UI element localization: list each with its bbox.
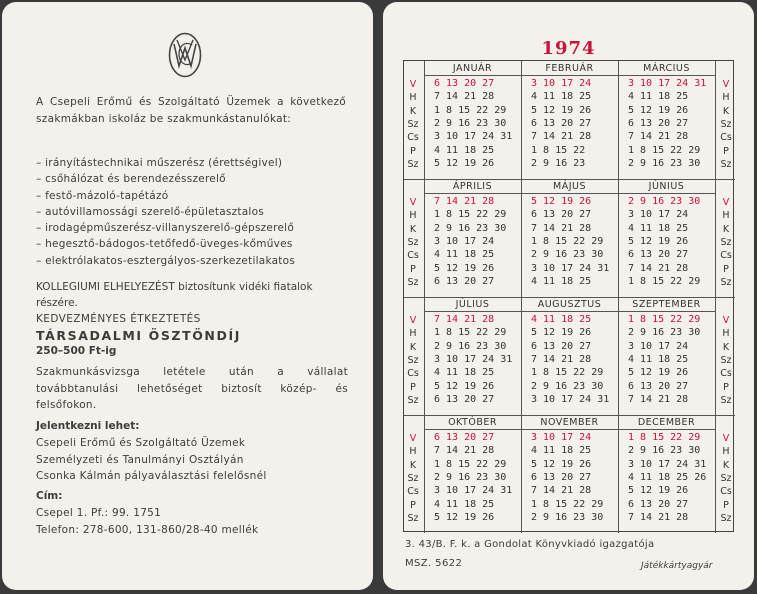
day-row: 3 10 17 24 <box>628 340 689 352</box>
day-row: 3 10 17 24 <box>531 78 592 89</box>
weekday-label: H <box>409 92 417 104</box>
day-row: 6 13 20 27 <box>531 471 592 483</box>
day-row: 5 12 19 26 <box>531 327 592 339</box>
trade-item: – autóvillamossági szerelő-épületasztalos <box>36 205 264 218</box>
day-row: 4 11 18 25 <box>434 367 495 379</box>
weekday-label: Sz <box>407 472 419 484</box>
grid-line <box>404 415 735 416</box>
day-row: 4 11 18 25 <box>531 314 592 325</box>
day-row: 1 8 15 22 29 <box>434 458 507 470</box>
trade-item: – irodagépműszerész-villanyszerelő-gépszerelő <box>36 222 295 235</box>
month-name: JANUÁR <box>452 63 493 74</box>
day-row: 5 12 19 26 <box>628 485 689 497</box>
tovabbtanulas-text: Szakmunkásvizsga letétele után a vállalat továbbtanulási lehetőséget biztosít közép- és felsőfokon. <box>36 366 348 411</box>
weekday-label: H <box>722 210 730 222</box>
month-name: MÁJUS <box>553 181 586 192</box>
day-row: 2 9 16 23 30 <box>434 471 507 483</box>
weekday-label: V <box>409 315 417 326</box>
weekday-label: P <box>723 499 729 511</box>
day-row: 1 8 15 22 29 <box>434 104 507 116</box>
standard-number: MSZ. 5622 <box>405 558 463 569</box>
day-row: 6 13 20 27 <box>628 117 689 129</box>
weekday-label: P <box>410 263 416 275</box>
weekday-label: K <box>722 341 730 353</box>
weekday-label: Sz <box>407 158 419 170</box>
day-row: 4 11 18 25 <box>628 91 689 103</box>
weekday-label: Sz <box>720 472 732 484</box>
weekday-label: Sz <box>407 394 419 406</box>
grid-line <box>424 311 715 312</box>
day-row: 4 11 18 25 <box>434 249 495 261</box>
day-row: 7 14 21 28 <box>531 353 592 365</box>
weekday-label: K <box>409 459 417 471</box>
weekday-label: H <box>722 446 730 458</box>
day-row: 4 11 18 25 26 <box>628 471 707 483</box>
day-row: 2 9 16 23 30 <box>531 249 604 261</box>
calendar-grid <box>403 60 734 532</box>
day-row: 4 11 18 25 <box>628 222 689 234</box>
day-row: 1 8 15 22 29 <box>434 209 507 221</box>
day-row: 2 9 16 23 30 <box>628 445 701 457</box>
weekday-label: V <box>409 433 417 444</box>
day-row: 1 8 15 22 29 <box>531 367 604 379</box>
day-row: 5 12 19 26 <box>531 196 592 207</box>
day-row: 4 11 18 25 <box>531 445 592 457</box>
day-row: 7 14 21 28 <box>434 196 495 207</box>
weekday-label: P <box>410 499 416 511</box>
day-row: 1 8 15 22 29 <box>531 498 604 510</box>
left-card <box>2 2 373 590</box>
day-row: 1 8 15 22 29 <box>628 432 701 443</box>
weekday-label: Sz <box>407 118 419 130</box>
weekday-label: Cs <box>407 250 419 262</box>
day-row: 6 13 20 27 <box>628 380 689 392</box>
day-row: 2 9 16 23 30 <box>434 117 507 129</box>
weekday-label: Sz <box>407 354 419 366</box>
day-row: 7 14 21 28 <box>531 485 592 497</box>
month-name: JÚNIUS <box>648 181 685 192</box>
day-row: 3 10 17 24 <box>628 209 689 221</box>
manufacturer: Játékkártyagyár <box>641 561 713 571</box>
month-name: MÁRCIUS <box>643 63 690 74</box>
weekday-label: K <box>722 459 730 471</box>
weekday-label: Cs <box>407 368 419 380</box>
weekday-label: K <box>722 105 730 117</box>
day-row: 1 8 15 22 29 <box>531 235 604 247</box>
day-row: 5 12 19 26 <box>531 104 592 116</box>
publisher-line: 3. 43/B. F. k. a Gondolat Könyvkiadó igazgatója <box>405 539 655 550</box>
weekday-label: Sz <box>407 236 419 248</box>
day-row: 6 13 20 27 <box>531 340 592 352</box>
weekday-label: Sz <box>407 276 419 288</box>
day-row: 6 13 20 27 <box>531 209 592 221</box>
kollegium-text: KOLLEGIUMI ELHELYEZÉST biztosítunk vidéki fiatalok részére. <box>36 281 313 309</box>
weekday-label: K <box>409 341 417 353</box>
weekday-label: V <box>722 197 730 208</box>
day-row: 4 11 18 25 <box>628 353 689 365</box>
day-row: 5 12 19 26 <box>628 367 689 379</box>
day-row: 3 10 17 24 31 <box>434 131 513 143</box>
day-row: 7 14 21 28 <box>628 393 689 405</box>
weekday-label: V <box>409 79 417 90</box>
weekday-label: Sz <box>720 276 732 288</box>
intro-text: A Csepeli Erőmű és Szolgáltató Üzemek a következő szakmákban iskoláz be szakmunkástanulókat: <box>36 96 346 125</box>
weekday-label: H <box>722 328 730 340</box>
trade-item: – elektrólakatos-esztergályos-szerkezetilakatos <box>36 254 296 267</box>
day-row: 3 10 17 24 <box>531 432 592 443</box>
day-row: 6 13 20 27 <box>434 432 495 443</box>
address-line: Csepeli Erőmű és Szolgáltató Üzemek <box>36 437 246 449</box>
weekday-label: K <box>409 105 417 117</box>
day-row: 1 8 15 22 29 <box>628 275 701 287</box>
day-row: 3 10 17 24 <box>434 235 495 247</box>
day-row: 2 9 16 23 30 <box>434 222 507 234</box>
weekday-label: P <box>723 145 729 157</box>
weekday-label: V <box>722 433 730 444</box>
day-row: 2 9 16 23 30 <box>628 196 701 207</box>
contact-block <box>36 505 258 539</box>
day-row: 2 9 16 23 30 <box>531 511 604 523</box>
grid-line <box>404 297 735 298</box>
weekday-label: H <box>722 92 730 104</box>
day-row: 5 12 19 26 <box>628 235 689 247</box>
day-row: 6 13 20 27 <box>531 117 592 129</box>
day-row: 4 11 18 25 <box>434 144 495 156</box>
weekday-label: K <box>722 223 730 235</box>
month-name: OKTÓBER <box>448 417 497 428</box>
weekday-label: P <box>723 381 729 393</box>
day-row: 3 10 17 24 31 <box>628 458 707 470</box>
weekday-label: H <box>409 328 417 340</box>
weekday-label: Sz <box>720 512 732 524</box>
trades-list <box>36 155 356 269</box>
day-row: 7 14 21 28 <box>628 262 689 274</box>
address-line: Személyzeti és Tanulmányi Osztályán <box>36 453 244 466</box>
weekday-label: Sz <box>720 118 732 130</box>
day-row: 5 12 19 26 <box>434 380 495 392</box>
grid-line <box>424 193 715 194</box>
weekday-label: V <box>722 79 730 90</box>
day-row: 2 9 16 23 30 <box>434 340 507 352</box>
day-row: 6 13 20 27 <box>628 498 689 510</box>
jelentkezni-label: Jelentkezni lehet: <box>36 420 140 432</box>
grid-line <box>404 179 735 180</box>
weekday-label: Cs <box>720 368 732 380</box>
company-logo <box>168 32 202 78</box>
day-row: 1 8 15 22 29 <box>628 314 701 325</box>
day-row: 3 10 17 24 31 <box>628 78 707 89</box>
contact-line: Telefon: 278-600, 131-860/28-40 mellék <box>36 524 259 536</box>
weekday-label: Sz <box>720 236 732 248</box>
day-row: 1 8 15 22 29 <box>434 327 507 339</box>
address-line: Csonka Kálmán pályaválasztási felelősnél <box>36 470 267 482</box>
day-row: 6 13 20 27 <box>434 78 495 89</box>
day-row: 7 14 21 28 <box>434 445 495 457</box>
day-row: 3 10 17 24 31 <box>531 393 610 405</box>
day-row: 4 11 18 25 <box>531 275 592 287</box>
grid-line <box>424 429 715 430</box>
weekday-label: H <box>409 446 417 458</box>
weekday-label: K <box>409 223 417 235</box>
weekday-label: Cs <box>720 132 732 144</box>
kedvezmeny-text: KEDVEZMÉNYES ÉTKEZTETÉS <box>36 313 201 325</box>
day-row: 2 9 16 23 30 <box>628 157 701 169</box>
day-row: 7 14 21 28 <box>531 131 592 143</box>
osztondij-amount: 250–500 Ft-ig <box>36 345 117 357</box>
day-row: 4 11 18 25 <box>531 91 592 103</box>
day-row: 3 10 17 24 31 <box>434 353 513 365</box>
day-row: 2 9 16 23 30 <box>628 327 701 339</box>
day-row: 5 12 19 26 <box>531 458 592 470</box>
day-row: 2 9 16 23 30 <box>531 380 604 392</box>
weekday-label: Cs <box>407 486 419 498</box>
weekday-label: Cs <box>407 132 419 144</box>
month-name: JÚLIUS <box>455 299 490 310</box>
month-name: AUGUSZTUS <box>537 299 602 310</box>
day-row: 1 8 15 22 <box>531 144 586 156</box>
day-row: 7 14 21 28 <box>434 314 495 325</box>
weekday-label: H <box>409 210 417 222</box>
weekday-label: Sz <box>720 354 732 366</box>
trade-item: – csőhálózat és berendezésszerelő <box>36 173 226 186</box>
weekday-label: Sz <box>407 512 419 524</box>
weekday-label: Cs <box>720 250 732 262</box>
month-name: DECEMBER <box>637 417 696 428</box>
month-name: FEBRUÁR <box>545 63 594 74</box>
day-row: 3 10 17 24 31 <box>434 485 513 497</box>
day-row: 7 14 21 28 <box>628 511 689 523</box>
trade-item: – festő-mázoló-tapétázó <box>36 189 169 202</box>
weekday-label: V <box>409 197 417 208</box>
cim-label: Cím: <box>36 490 63 502</box>
day-row: 5 12 19 26 <box>434 262 495 274</box>
right-card <box>383 2 754 590</box>
weekday-label: P <box>410 381 416 393</box>
month-name: NOVEMBER <box>540 417 599 428</box>
day-row: 7 14 21 28 <box>531 222 592 234</box>
calendar-year: 1974 <box>541 38 596 59</box>
day-row: 4 11 18 25 <box>434 498 495 510</box>
trade-item: – irányítástechnikai műszerész (érettségivel) <box>36 157 283 169</box>
weekday-label: P <box>410 145 416 157</box>
osztondij-heading: TÁRSADALMI ÖSZTÖNDÍJ <box>36 328 241 343</box>
weekday-label: Cs <box>720 486 732 498</box>
trade-item: – hegesztő-bádogos-tetőfedő-üveges-kőműves <box>36 238 293 251</box>
day-row: 6 13 20 27 <box>434 393 495 405</box>
day-row: 3 10 17 24 31 <box>531 262 610 274</box>
day-row: 2 9 16 23 <box>531 157 586 169</box>
month-name: SZEPTEMBER <box>632 299 701 310</box>
weekday-label: V <box>722 315 730 326</box>
address-block <box>36 435 267 485</box>
day-row: 5 12 19 26 <box>628 104 689 116</box>
day-row: 6 13 20 27 <box>434 275 495 287</box>
day-row: 6 13 20 27 <box>628 249 689 261</box>
day-row: 1 8 15 22 29 <box>628 144 701 156</box>
contact-line: Csepel 1. Pf.: 99. 1751 <box>36 507 162 519</box>
grid-line <box>424 75 715 76</box>
weekday-label: P <box>723 263 729 275</box>
day-row: 5 12 19 26 <box>434 511 495 523</box>
month-name: ÁPRILIS <box>452 181 493 192</box>
weekday-label: Sz <box>720 158 732 170</box>
day-row: 7 14 21 28 <box>628 131 689 143</box>
day-row: 5 12 19 26 <box>434 157 495 169</box>
weekday-label: Sz <box>720 394 732 406</box>
day-row: 7 14 21 28 <box>434 91 495 103</box>
